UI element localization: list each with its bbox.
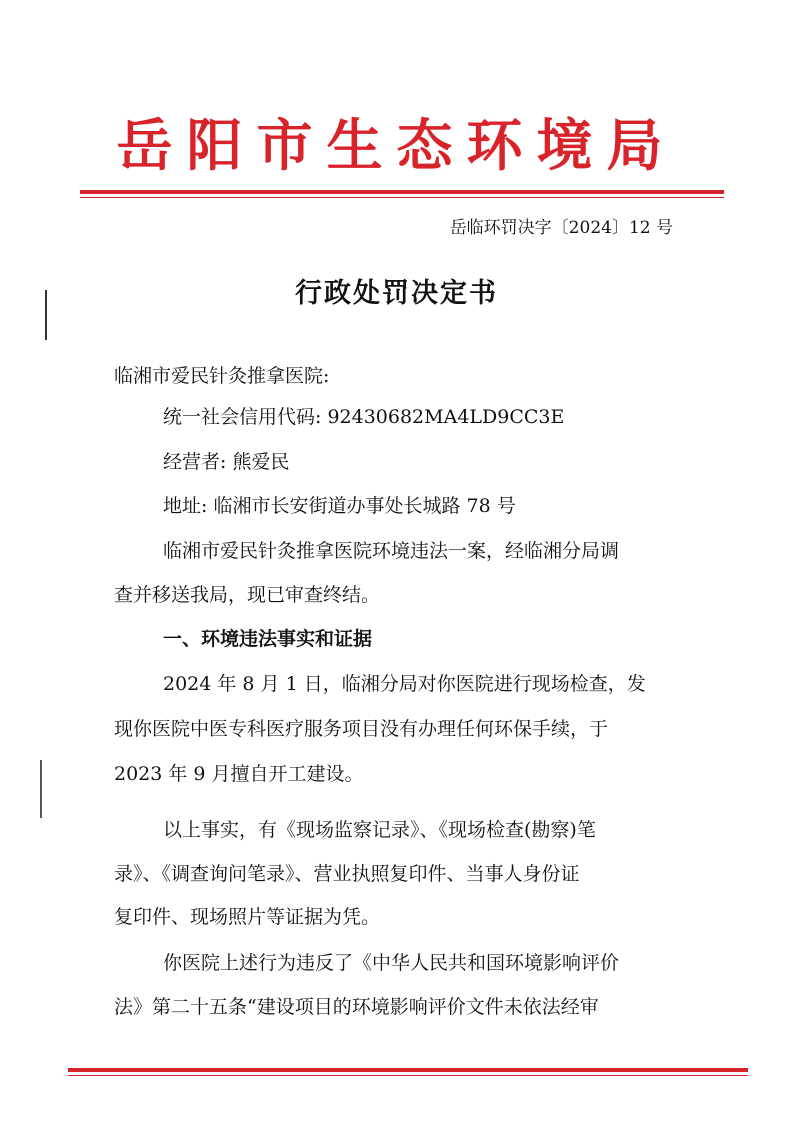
address-line: 地址: 临湘市长安街道办事处长城路 78 号: [163, 495, 516, 517]
footer-rule-thin: [68, 1075, 748, 1076]
recipient-line: 临湘市爱民针灸推拿医院:: [114, 365, 330, 387]
document-number: 岳临环罚决字〔2024〕12 号: [449, 218, 673, 238]
body-paragraph-line: 2023 年 9 月擅自开工建设。: [114, 763, 364, 785]
body-paragraph-line: 法》第二十五条“建设项目的环境影响评价文件未依法经审: [114, 996, 599, 1018]
operator-line: 经营者: 熊爱民: [163, 451, 290, 473]
body-paragraph-line: 临湘市爱民针灸推拿医院环境违法一案，经临湘分局调: [163, 540, 620, 562]
letterhead-rule-thin: [80, 197, 724, 198]
body-paragraph-line: 你医院上述行为违反了《中华人民共和国环境影响评价: [163, 952, 620, 974]
body-paragraph-line: 复印件、现场照片等证据为凭。: [114, 906, 381, 928]
body-paragraph-line: 录》、《调查询问笔录》、营业执照复印件、当事人身份证: [114, 863, 580, 885]
footer-rule-thick: [68, 1068, 748, 1072]
body-paragraph-line: 现你医院中医专科医疗服务项目没有办理任何环保手续，于: [114, 718, 609, 740]
agency-letterhead: 岳阳市生态环境局: [116, 114, 677, 179]
document-title: 行政处罚决定书: [295, 278, 498, 309]
body-paragraph-line: 查并移送我局，现已审查终结。: [114, 584, 381, 606]
body-paragraph-line: 以上事实，有《现场监察记录》、《现场检查(勘察)笔: [163, 819, 596, 841]
section-heading: 一、环境违法事实和证据: [163, 628, 373, 650]
body-paragraph-line: 2024 年 8 月 1 日，临湘分局对你医院进行现场检查，发: [163, 673, 646, 695]
credit-code-line: 统一社会信用代码: 92430682MA4LD9CC3E: [163, 406, 565, 428]
letterhead-rule-thick: [80, 190, 724, 194]
margin-mark: [40, 760, 42, 818]
